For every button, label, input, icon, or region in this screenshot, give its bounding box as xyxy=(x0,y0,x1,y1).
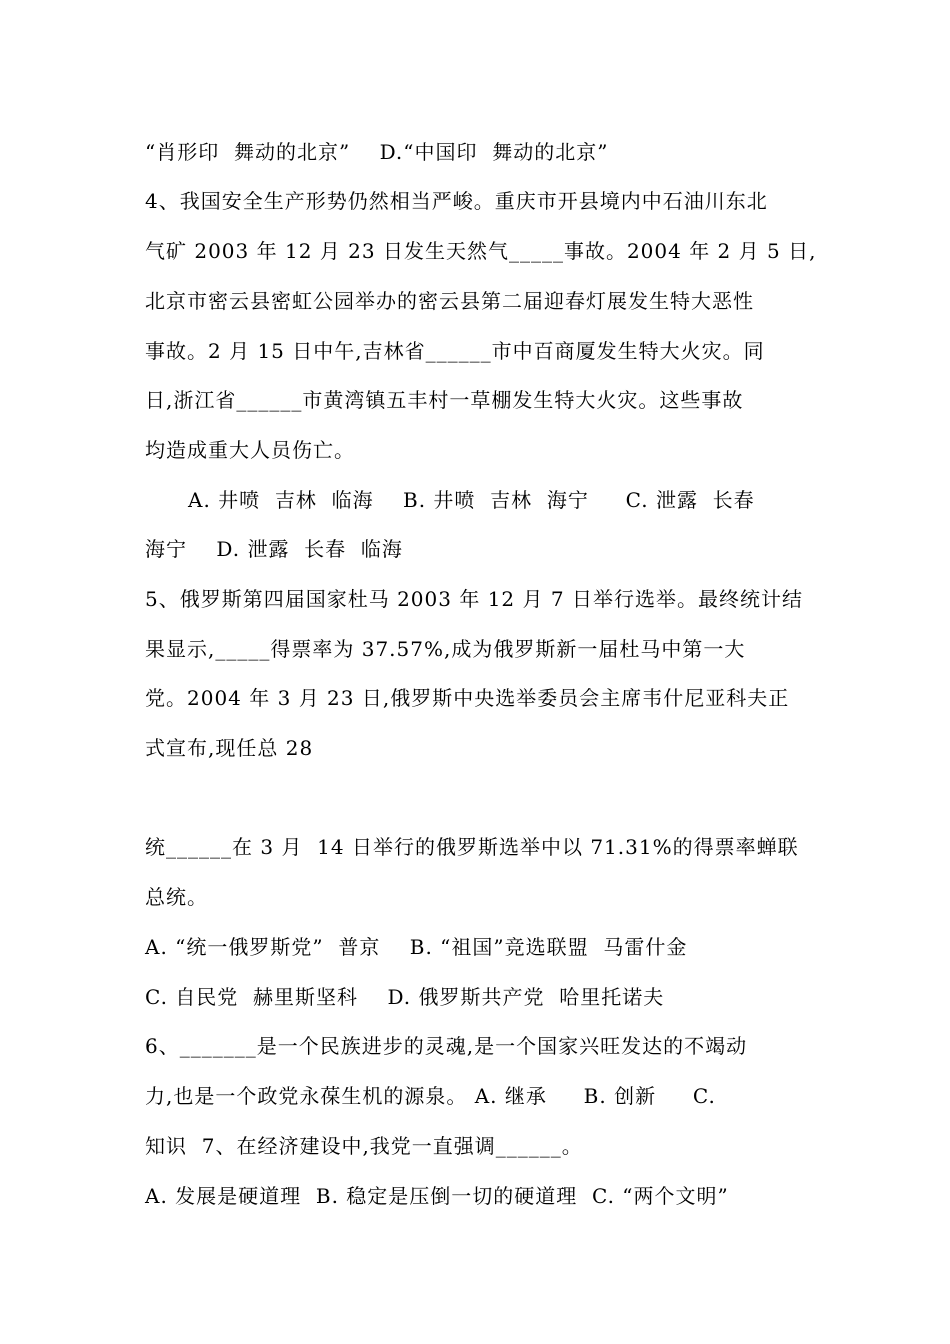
question-5-line-4: 式宣布,现任总 28 xyxy=(145,736,314,760)
question-6-line-2: 力,也是一个政党永葆生机的源泉。 A. 继承 B. 创新 C. xyxy=(145,1084,716,1108)
question-4-options-line-2: 海宁 D. 泄露 长春 临海 xyxy=(145,537,403,561)
question-6-line-1: 6、_______是一个民族进步的灵魂,是一个国家兴旺发达的不竭动 xyxy=(145,1034,748,1058)
question-5-line-5: 统______在 3 月 14 日举行的俄罗斯选举中以 71.31%的得票率蝉联 xyxy=(145,835,799,859)
question-4-line-1: 4、我国安全生产形势仍然相当严峻。重庆市开县境内中石油川东北 xyxy=(145,189,768,213)
question-4-line-5: 日,浙江省______市黄湾镇五丰村一草棚发生特大火灾。这些事故 xyxy=(145,388,744,412)
question-4-line-3: 北京市密云县密虹公园举办的密云县第二届迎春灯展发生特大恶性 xyxy=(145,289,754,313)
question-5-options-line-1: A. “统一俄罗斯党” 普京 B. “祖国”竞选联盟 马雷什金 xyxy=(145,935,688,959)
question-4-line-2: 气矿 2003 年 12 月 23 日发生天然气_____事故。2004 年 2 月 5 日, xyxy=(145,239,817,263)
question-5-line-6: 总统。 xyxy=(145,885,208,909)
question-5-line-2: 果显示,_____得票率为 37.57%,成为俄罗斯新一届杜马中第一大 xyxy=(145,637,746,661)
question-5-line-1: 5、俄罗斯第四届国家杜马 2003 年 12 月 7 日举行选举。最终统计结 xyxy=(145,587,803,611)
question-5-options-line-2: C. 自民党 赫里斯坚科 D. 俄罗斯共产党 哈里托诺夫 xyxy=(145,985,665,1009)
question-4-options-line-1: A. 井喷 吉林 临海 B. 井喷 吉林 海宁 C. 泄露 长春 xyxy=(188,488,755,512)
question-7-options-line-1: A. 发展是硬道理 B. 稳定是压倒一切的硬道理 C. “两个文明” xyxy=(145,1184,729,1208)
question-4-line-4: 事故。2 月 15 日中午,吉林省______市中百商厦发生特大火灾。同 xyxy=(145,339,765,363)
question-5-line-3: 党。2004 年 3 月 23 日,俄罗斯中央选举委员会主席韦什尼亚科夫正 xyxy=(145,686,790,710)
question-7-line-1: 知识 7、在经济建设中,我党一直强调______。 xyxy=(145,1134,583,1158)
question-4-line-6: 均造成重大人员伤亡。 xyxy=(145,438,355,462)
text-line-option-continuation: “肖形印 舞动的北京” D.“中国印 舞动的北京” xyxy=(145,140,609,164)
